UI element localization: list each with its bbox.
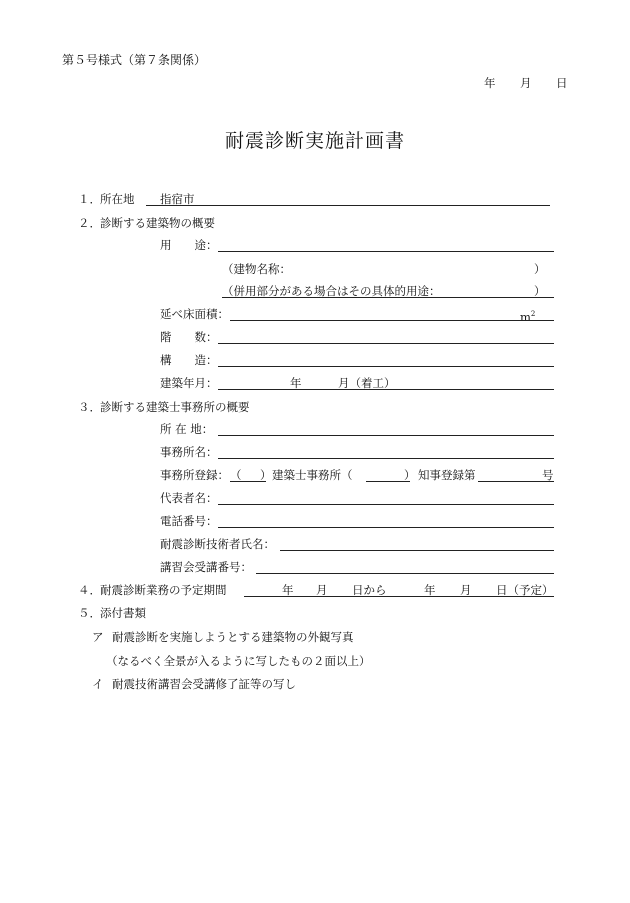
mixed-use-label: （併用部分がある場合はその具体的用途： <box>222 284 441 298</box>
office-address-label: 所 在 地： <box>160 422 214 436</box>
location-label: 所在地 <box>100 192 135 206</box>
phone-label: 電話番号： <box>160 514 218 528</box>
registration-close-1: ） <box>260 468 272 482</box>
document-title: 耐震診断実施計画書 <box>224 130 405 152</box>
floors-field[interactable] <box>218 343 554 344</box>
structure-label: 構 造： <box>160 353 218 367</box>
built-year-label: 年 <box>290 376 302 390</box>
attachment-b-text: 耐震技術講習会受講修了証等の写し <box>112 677 296 691</box>
representative-label: 代表者名： <box>160 491 218 505</box>
use-label: 用 途： <box>160 238 218 252</box>
diagnosis-period-field[interactable] <box>244 596 554 597</box>
structure-field[interactable] <box>218 366 554 367</box>
registration-number-suffix: 号 <box>542 468 554 482</box>
registration-open-1: （ <box>230 468 242 482</box>
office-name-field[interactable] <box>218 458 554 459</box>
engineer-name-field[interactable] <box>280 550 554 551</box>
mixed-use-field[interactable] <box>222 297 554 298</box>
section-5-number: ５． <box>78 606 101 620</box>
mixed-use-close: ） <box>534 284 546 298</box>
period-start-day: 日から <box>352 583 387 597</box>
course-number-field[interactable] <box>256 573 554 574</box>
registration-architect: 建築士事務所（ <box>272 468 353 482</box>
attachment-a-mark: ア <box>92 630 104 644</box>
use-field[interactable] <box>218 251 554 252</box>
date-year-label: 年 <box>484 76 496 90</box>
building-name-label: （建物名称： <box>222 262 291 276</box>
floor-area-label: 延べ床面積： <box>160 307 229 321</box>
built-date-field[interactable] <box>218 389 554 390</box>
representative-field[interactable] <box>218 504 554 505</box>
period-start-year: 年 <box>282 583 294 597</box>
phone-field[interactable] <box>218 527 554 528</box>
floor-area-field[interactable] <box>230 320 554 321</box>
period-end-day: 日（予定） <box>496 583 554 597</box>
section-4-number: ４． <box>78 583 101 597</box>
attachment-a-note: （なるべく全景が入るように写したもの２面以上） <box>106 654 371 668</box>
office-name-label: 事務所名： <box>160 445 218 459</box>
office-address-field[interactable] <box>218 435 554 436</box>
area-unit: $m^2$ <box>520 309 536 324</box>
engineer-name-label: 耐震診断技術者氏名： <box>160 537 275 551</box>
period-end-year: 年 <box>424 583 436 597</box>
building-name-close: ） <box>534 262 546 276</box>
location-city: 指宿市 <box>160 192 195 206</box>
built-month-label: 月（着工） <box>338 376 396 390</box>
section-1-number: １． <box>78 192 101 206</box>
section-2-number: ２． <box>78 216 101 230</box>
attachment-b-mark: イ <box>92 677 104 691</box>
date-month-label: 月 <box>520 76 532 90</box>
registration-prefecture-field[interactable] <box>366 481 410 482</box>
registration-label: 事務所登録： <box>160 468 229 482</box>
date-day-label: 日 <box>556 76 568 90</box>
registration-close-2: ） <box>404 468 416 482</box>
period-end-month: 月 <box>460 583 472 597</box>
registration-governor: 知事登録第 <box>418 468 476 482</box>
attachments-label: 添付書類 <box>100 606 146 620</box>
built-date-label: 建築年月： <box>160 376 218 390</box>
section-3-heading: 診断する建築士事務所の概要 <box>100 400 250 414</box>
attachment-a-text: 耐震診断を実施しようとする建築物の外観写真 <box>112 630 354 644</box>
registration-grade-field[interactable] <box>230 481 266 482</box>
section-3-number: ３． <box>78 400 101 414</box>
floors-label: 階 数： <box>160 330 218 344</box>
period-start-month: 月 <box>316 583 328 597</box>
section-2-heading: 診断する建築物の概要 <box>100 216 215 230</box>
registration-number-field[interactable] <box>478 481 554 482</box>
location-field[interactable] <box>146 205 550 206</box>
form-number: 第５号様式（第７条関係） <box>62 53 207 67</box>
diagnosis-period-label: 耐震診断業務の予定期間 <box>100 583 227 597</box>
course-number-label: 講習会受講番号： <box>160 560 252 574</box>
